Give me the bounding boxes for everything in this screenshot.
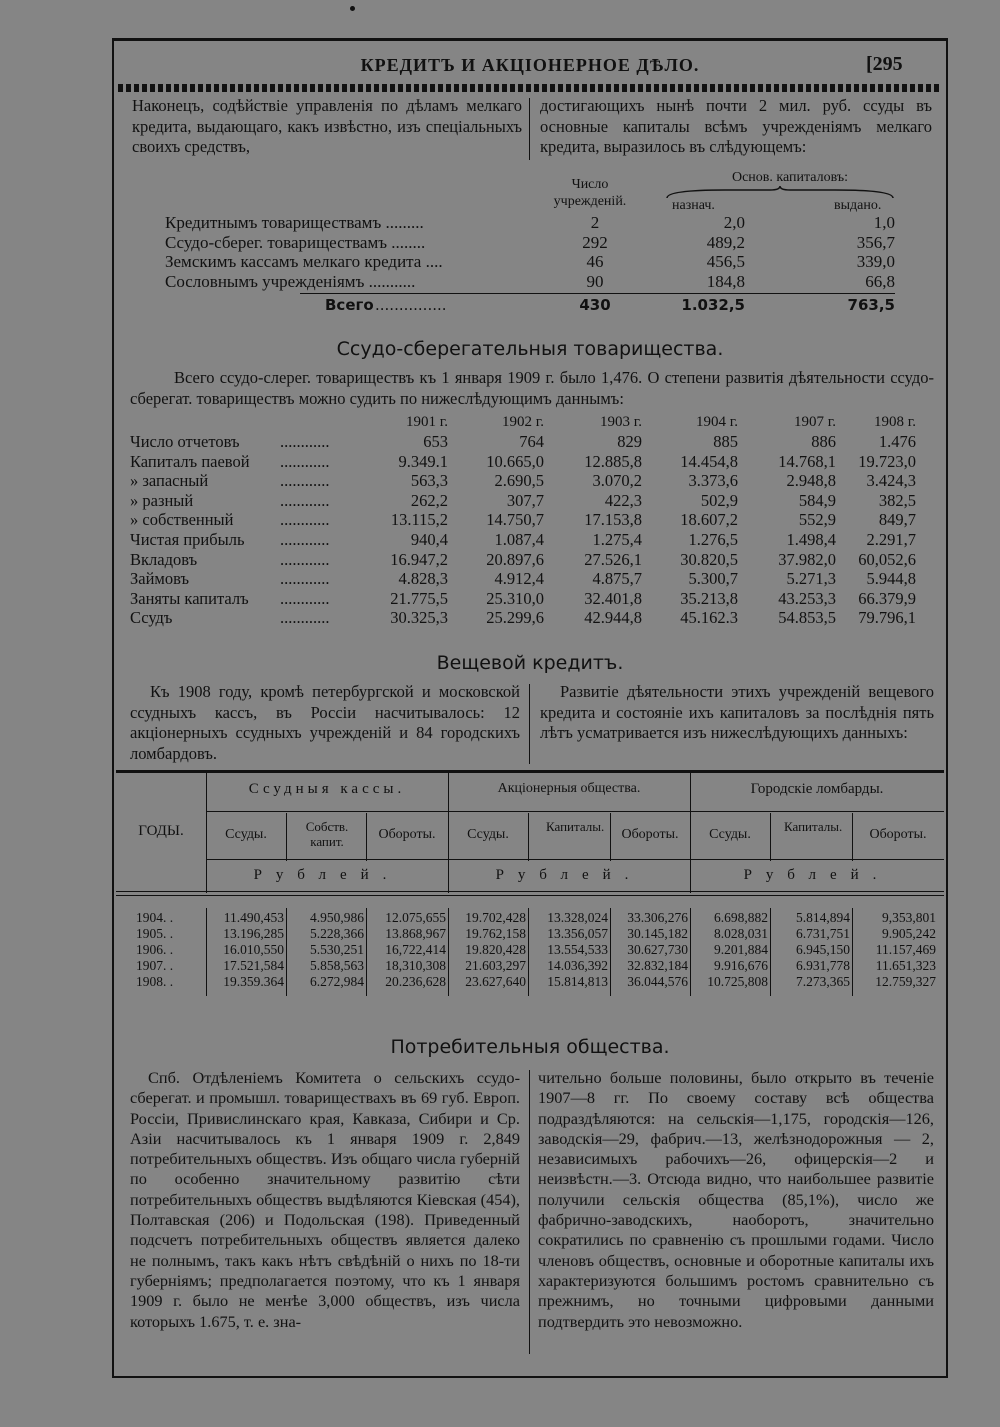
section4-column-divider: [529, 1070, 530, 1354]
section2-title: Ссудо-сберегательныя товарищества.: [336, 338, 724, 360]
table1-total-count: 430: [579, 296, 611, 314]
table2-cell: 1.087,4: [494, 529, 544, 549]
table3-row: [116, 926, 944, 942]
section4-right-text: чительно больше половины, было открыто въ теченіе 1907—8 гг. По своему составу всѣ общества подраздѣляются: на сельскія—1,175, городскія—126, заводскія—29, фабрич.—13, желѣзнодорожныя — 2, независимыхъ рабочихъ—26, офицерскія—2 и неизвѣстн.—3. Отсюда видно, что наибольшее развитіе получили сельскія общества (85,1%), число же фабрично-заводскихъ, наоборотъ, значительно сократились по сравненію съ прошлыми годами. Число членовъ обществъ, основные и оборотные капиталы ихъ характеризуются большимъ ростомъ сравнительно съ прежнимъ, но точными цифровыми данными подтвердить это невозможно.: [538, 1068, 934, 1331]
table3-cell: 12.075,655: [385, 910, 446, 925]
table3-cell: 6.945,150: [796, 942, 850, 957]
table2-cell: 3.070,2: [592, 471, 642, 491]
table2-row: [130, 530, 936, 550]
table3-cell: 30.627,730: [627, 942, 688, 957]
table2-row-dots: ............: [280, 490, 330, 510]
table2-rows: [130, 432, 936, 628]
table3-row: [116, 910, 944, 926]
table3-group-header: Акціонерныя общества.: [497, 781, 641, 796]
table1-row-count: 46: [586, 252, 604, 271]
table2-cell: 25.310,0: [486, 588, 544, 608]
table2-cell: 14.768,1: [778, 451, 836, 471]
table3-cell: 8.028,031: [714, 926, 768, 941]
table2-cell: 17.153,8: [584, 510, 642, 530]
section3-right-text: Развитіе дѣятельности этихъ учрежденій вещевого кредита и состояніе ихъ капиталовъ за послѣднія пять лѣтъ усматривается изъ нижеслѣдующихъ данныхъ:: [540, 682, 934, 742]
table2-year: 1903 г.: [600, 414, 642, 430]
table2-row-label: Капиталъ паевой: [130, 451, 250, 471]
table2-cell: 20.897,6: [486, 549, 544, 569]
table3-cell: 6.272,984: [310, 974, 364, 989]
table1-row-issued: 339,0: [856, 252, 895, 271]
table2-row-dots: ............: [280, 549, 330, 569]
table1-row: Земскимъ кассамъ мелкаго кредита .... 46 456,5 339,0: [165, 252, 895, 271]
table2-cell: 4.828,3: [398, 569, 448, 589]
page-frame-left: [112, 38, 114, 1378]
table2-cell: 422,3: [604, 490, 642, 510]
table2-cell: 307,7: [506, 490, 544, 510]
table3-cell: 21.603,297: [465, 958, 526, 973]
table1-total-rule: [300, 293, 895, 294]
table3-hline: [206, 811, 944, 812]
table2-row-label: Займовъ: [130, 569, 190, 589]
table3-unit: Рублей.: [495, 867, 643, 883]
table2-cell: 14.454,8: [680, 451, 738, 471]
table1-row: Кредитнымъ товариществамъ ......... 2 2,0 1,0: [165, 213, 895, 232]
table3-cell: 5.814,894: [796, 910, 850, 925]
table1-row-assigned: 184,8: [706, 271, 745, 291]
table2-year: 1902 г.: [502, 414, 544, 430]
table2-row-dots: ............: [280, 510, 330, 530]
table2-cell: 30.820,5: [680, 549, 738, 569]
table1-assigned-header: назнач.: [672, 198, 715, 213]
table3-cell: 13.356,057: [547, 926, 608, 941]
table3-cell: 36.044,576: [627, 974, 688, 989]
table1-row-label: Кредитнымъ товариществамъ: [165, 213, 382, 232]
table3-cell: 13.554,533: [547, 942, 608, 957]
table3-cell: 4.950,986: [310, 910, 364, 925]
table2-cell: 42.944,8: [584, 608, 642, 628]
intro-left-text: Наконецъ, содѣйствіе управленія по дѣламъ мелкаго кредита, выдающаго, какъ извѣстно, изъ спеціальныхъ своихъ средствъ,: [132, 96, 522, 156]
table3-cell: 19.762,158: [465, 926, 526, 941]
table1-total-row: [165, 296, 895, 316]
table2-cell: 584,9: [798, 490, 836, 510]
table2-row-label: Ссудъ: [130, 608, 173, 628]
table3-cell: 19.820,428: [465, 942, 526, 957]
section4-left-text: Спб. Отдѣленіемъ Комитета о сельскихъ ссудо-сберегат. и промышл. товариществахъ въ 69 губ. Европ. Россіи, Привислинскаго края, Кавказа, Сибири и Ср. Азіи насчитывалось къ 1 января 1909 г. 2,849 потребительныхъ обществъ. Изъ общаго числа губерній по особенно значительному развитію сѣти потребительныхъ обществъ выдѣляются Кіевская (454), Полтавская (206) и Подольская (198). Приведенный подсчетъ потребительныхъ обществъ является далеко не полнымъ, такъ какъ нѣтъ свѣдѣній о нихъ по 18-ти губерніямъ; предполагается поэтому, что къ 1 января 1909 г. было не менѣе 3,000 обществъ, изъ числа которыхъ 1.675, т. е. зна-: [130, 1068, 520, 1331]
table3-cell: 6.731,751: [796, 926, 850, 941]
table2-year: 1908 г.: [874, 414, 916, 430]
table2-row-dots: ............: [280, 432, 330, 451]
table3-cell: 18,310,308: [385, 958, 446, 973]
table2-cell: 829: [617, 432, 642, 451]
table2-cell: 66.379,9: [858, 588, 916, 608]
table3-unit: Рублей.: [253, 867, 401, 883]
table3-subcol: Ссуды.: [467, 827, 509, 842]
table3-cell: 16,722,414: [385, 942, 446, 957]
table3-cell: 16.010,550: [223, 942, 284, 957]
column-divider: [529, 98, 530, 160]
table2-row-dots: ............: [280, 569, 330, 589]
table2-year: 1904 г.: [696, 414, 738, 430]
table3-subcol: Собств. капит.: [305, 819, 349, 849]
table2-cell: 940,4: [410, 529, 448, 549]
table2-row: [130, 510, 936, 530]
table2-row: [130, 452, 936, 472]
table3-cell: 7.273,365: [796, 974, 850, 989]
table2-year-header: [130, 414, 936, 432]
table2-cell: 764: [519, 432, 544, 451]
table2-cell: 54.853,5: [778, 608, 836, 628]
table2-cell: 886: [811, 432, 836, 451]
table2-row-label: Число отчетовъ: [130, 432, 240, 451]
table3-cell: 14.036,392: [547, 958, 608, 973]
table3-subcol: Ссуды.: [709, 827, 751, 842]
table1-row-label: Земскимъ кассамъ мелкаго кредита: [165, 252, 422, 271]
running-title: КРЕДИТЪ И АКЦІОНЕРНОЕ ДѢЛО.: [360, 55, 700, 75]
table2-row: [130, 608, 936, 628]
table1-row-count: 2: [590, 213, 600, 232]
page-frame-top: [112, 38, 948, 41]
table1-issued-header: выдано.: [834, 198, 882, 213]
table2-cell: 25.299,6: [486, 608, 544, 628]
table1-row-issued: 356,7: [856, 232, 895, 252]
table3-cell: 5.228,366: [310, 926, 364, 941]
table2-cell: 9.349.1: [398, 451, 448, 471]
table2-cell: 43.253,3: [778, 588, 836, 608]
table3-cell: 11.157,469: [875, 942, 936, 957]
table2-cell: 19.723,0: [858, 451, 916, 471]
table2-row-label: » запасный: [130, 471, 209, 491]
table3-cell: 13.196,285: [223, 926, 284, 941]
table3-vline: [286, 813, 287, 861]
table2-cell: 35.213,8: [680, 588, 738, 608]
table2-cell: 12.885,8: [584, 451, 642, 471]
table3-unit: Рублей.: [743, 867, 891, 883]
table3-cell: 5.858,563: [310, 958, 364, 973]
table3-cell: 15.814,813: [547, 974, 608, 989]
table1-row-issued: 1,0: [873, 213, 895, 232]
table3-cell: 33.306,276: [627, 910, 688, 925]
table3-row-year: 1907. .: [136, 958, 174, 973]
table3-subcol: Капиталы.: [546, 819, 605, 834]
table2-row: [130, 491, 936, 511]
table3-cell: 9.201,884: [714, 942, 768, 957]
table2-cell: 79.796,1: [858, 608, 916, 628]
table3-hline: [206, 859, 944, 860]
table2-cell: 30.325,3: [390, 608, 448, 628]
table2-cell: 2.291,7: [866, 529, 916, 549]
table3-cell: 32.832,184: [627, 958, 688, 973]
table2-row: [130, 569, 936, 589]
table2-cell: 563,3: [410, 471, 448, 491]
table2-cell: 1.275,4: [592, 529, 642, 549]
table3-years-header: ГОДЫ.: [138, 823, 184, 839]
table2-cell: 2.948,8: [786, 471, 836, 491]
table2-year: 1901 г.: [406, 414, 448, 430]
table2-row: [130, 550, 936, 570]
table1-row-count: 90: [586, 271, 604, 291]
table3-cell: 10.725,808: [707, 974, 768, 989]
table3-cell: 6.698,882: [714, 910, 768, 925]
table1-group-header: Основ. капиталовъ:: [731, 170, 849, 185]
table2-cell: 14.750,7: [486, 510, 544, 530]
table2-cell: 552,9: [798, 510, 836, 530]
table3-cell: 19.702,428: [465, 910, 526, 925]
table3-vline: [528, 813, 529, 861]
table1-row-label: Ссудо-сберег. товариществамъ: [165, 232, 388, 252]
table3-row: [116, 942, 944, 958]
table3-vline: [770, 813, 771, 861]
table1-row-assigned: 456,5: [706, 252, 745, 271]
table3-cell: 5.530,251: [310, 942, 364, 957]
intro-right-text: достигающихъ нынѣ почти 2 мил. руб. ссуды въ основные капиталы всѣмъ учрежденіямъ мелкаго кредита, выразилось въ слѣдующемъ:: [540, 96, 932, 156]
table3: [116, 773, 944, 1003]
table2-row: [130, 432, 936, 452]
header-ornament: [118, 84, 942, 92]
table3-cell: 19.359.364: [223, 974, 284, 989]
table2-cell: 18.607,2: [680, 510, 738, 530]
table2-row: [130, 471, 936, 491]
table2-row-dots: ............: [280, 451, 330, 471]
page-frame-bottom: [112, 1376, 948, 1378]
table2-row-label: Вкладовъ: [130, 549, 198, 569]
table2-row-label: » разный: [130, 490, 194, 510]
table3-cell: 12.759,327: [875, 974, 936, 989]
table2-row-dots: ............: [280, 608, 330, 628]
table1-row-label: Сословнымъ учрежденіямъ: [165, 271, 365, 291]
table2-cell: 849,7: [878, 510, 916, 530]
table2-cell: 3.373,6: [688, 471, 738, 491]
table3-cell: 13.328,024: [547, 910, 608, 925]
table3-group-header: Городскіе ломбарды.: [750, 781, 884, 797]
table2-row: [130, 589, 936, 609]
table3-subcol: Обороты.: [869, 827, 927, 842]
table3-subcol: Обороты.: [621, 827, 679, 842]
table2-cell: 37.982,0: [778, 549, 836, 569]
table2-cell: 60,052,6: [858, 549, 916, 569]
table1-row: Сословнымъ учрежденіямъ ........... 90 184,8 66,8: [165, 271, 895, 291]
table2-cell: 2.690,5: [494, 471, 544, 491]
page-dot: [350, 6, 355, 11]
table3-group-header: Ссудныя кассы.: [248, 781, 406, 797]
table3-cell: 20.236,628: [385, 974, 446, 989]
table3-row-year: 1905. .: [136, 926, 174, 941]
table2-cell: 262,2: [410, 490, 448, 510]
section3-left-text: Къ 1908 году, кромѣ петербургской и московской ссудныхъ кассъ, въ Россіи насчитывалось: 12 акціонерныхъ ссудныхъ учрежденій и 84 городскихъ ломбардовъ.: [130, 682, 520, 763]
table3-header-bottom-rule: [116, 891, 944, 892]
table1-total-assigned: 1.032,5: [681, 296, 745, 314]
table3-row: [116, 974, 944, 990]
table3-cell: 9.905,242: [882, 926, 936, 941]
table2-row-dots: ............: [280, 588, 330, 608]
table2-cell: 10.665,0: [486, 451, 544, 471]
page-number: [295: [866, 53, 903, 75]
table3-subcol: Обороты.: [378, 827, 436, 842]
table1-row-assigned: 489,2: [706, 232, 745, 252]
table1-row-count: 292: [582, 232, 608, 252]
section3-title: Вещевой кредитъ.: [436, 652, 624, 674]
table2-cell: 4.875,7: [592, 569, 642, 589]
table2-cell: 4.912,4: [494, 569, 544, 589]
table3-row: [116, 958, 944, 974]
table1-rows: [165, 213, 895, 291]
table2-year: 1907 г.: [794, 414, 836, 430]
table3-cell: 23.627,640: [465, 974, 526, 989]
table2-cell: 502,9: [700, 490, 738, 510]
table3-cell: 13.868,967: [385, 926, 446, 941]
table3-cell: 11.490,453: [223, 910, 284, 925]
table2-cell: 1.276,5: [688, 529, 738, 549]
page-frame-right: [946, 38, 948, 1378]
table2-cell: 21.775,5: [390, 588, 448, 608]
table2-cell: 45.162.3: [680, 608, 738, 628]
section4-title: Потребительныя общества.: [390, 1036, 670, 1058]
table2-cell: 13.115,2: [390, 510, 448, 530]
table3-cell: 17.521,584: [223, 958, 284, 973]
table2-row-label: Заняты капиталъ: [130, 588, 249, 608]
table3-header-bottom-rule2: [116, 895, 944, 896]
table3-cell: 30.145,182: [627, 926, 688, 941]
table2: [130, 414, 936, 628]
section2-text: Всего ссудо-слерег. товариществъ къ 1 января 1909 г. было 1,476. О степени развитія дѣятельности ссудо-сберегат. товариществъ можно судить по нижеслѣдующимъ даннымъ:: [130, 368, 934, 408]
table2-cell: 382,5: [878, 490, 916, 510]
table2-cell: 1.476: [878, 432, 916, 451]
table2-row-label: Чистая прибыль: [130, 529, 245, 549]
table2-cell: 16.947,2: [390, 549, 448, 569]
table1-total-dots: ...............: [375, 296, 447, 314]
table1-row-issued: 66,8: [865, 271, 895, 291]
table1-total-label: Всего: [325, 296, 374, 314]
table2-cell: 5.944,8: [866, 569, 916, 589]
table2-cell: 5.271,3: [786, 569, 836, 589]
table3-cell: 9,353,801: [882, 910, 936, 925]
table1-row: Ссудо-сберег. товариществамъ ........ 292 489,2 356,7: [165, 232, 895, 252]
table2-row-label: » собственный: [130, 510, 234, 530]
table2-cell: 1.498,4: [786, 529, 836, 549]
table1-row-assigned: 2,0: [723, 213, 745, 232]
table2-cell: 3.424,3: [866, 471, 916, 491]
table2-row-dots: ............: [280, 529, 330, 549]
table3-subcol: Капиталы.: [784, 819, 843, 834]
table3-row-year: 1906. .: [136, 942, 174, 957]
table2-cell: 885: [713, 432, 738, 451]
table3-cell: 11.651,323: [875, 958, 936, 973]
section3-column-divider: [529, 684, 530, 764]
table1-count-header: Число учрежденій.: [553, 177, 627, 209]
table2-cell: 5.300,7: [688, 569, 738, 589]
table2-row-dots: ............: [280, 471, 330, 491]
table3-row-year: 1908. .: [136, 974, 174, 989]
table1-total-issued: 763,5: [847, 296, 895, 314]
table3-subcol: Ссуды.: [225, 827, 267, 842]
table2-cell: 27.526,1: [584, 549, 642, 569]
table2-cell: 653: [423, 432, 448, 451]
table3-row-year: 1904. .: [136, 910, 174, 925]
table3-rows: [116, 910, 944, 990]
table3-cell: 9.916,676: [714, 958, 768, 973]
table2-cell: 32.401,8: [584, 588, 642, 608]
table3-cell: 6.931,778: [796, 958, 850, 973]
